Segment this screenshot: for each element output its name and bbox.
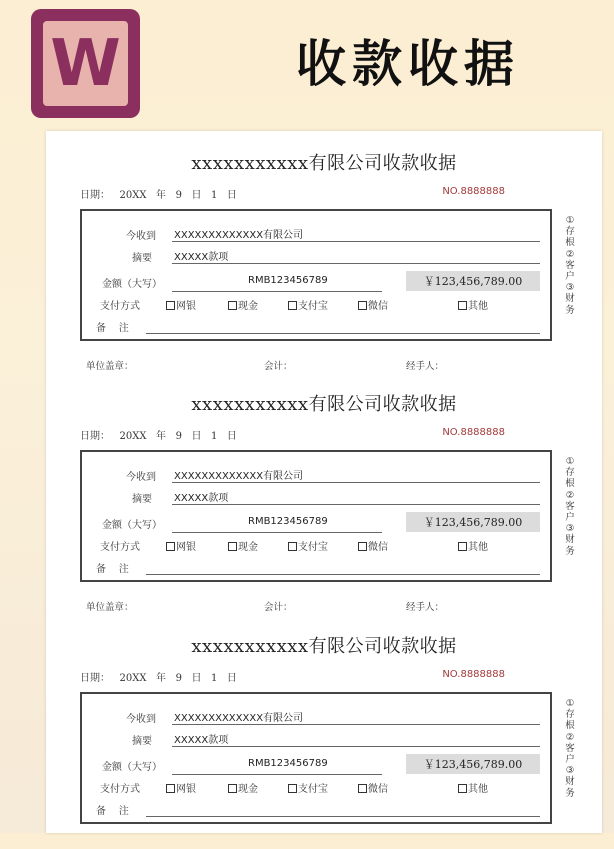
payment-option-alipay[interactable]: 支付宝 — [288, 297, 328, 312]
copy-designation: ① 存 根 ② 客 户 ③ 财 务 — [565, 456, 575, 557]
checkbox-icon — [228, 301, 237, 310]
receipt-date: 日期： 20XX 年 9 日 1 日 — [80, 190, 237, 201]
payment-option-online-banking[interactable]: 网银 — [166, 780, 196, 795]
payment-option-wechat[interactable]: 微信 — [358, 538, 388, 553]
amount-words-value[interactable]: RMB123456789 — [248, 758, 328, 769]
receipt-title: xxxxxxxxxxx有限公司收款收据 — [191, 394, 457, 415]
payment-method-label: 支付方式 — [100, 301, 140, 312]
payment-option-alipay[interactable]: 支付宝 — [288, 780, 328, 795]
payment-option-wechat[interactable]: 微信 — [358, 297, 388, 312]
amount-words-line — [172, 774, 382, 775]
payment-option-other[interactable]: 其他 — [458, 297, 488, 312]
amount-number-field[interactable]: ￥123,456,789.00 — [406, 271, 540, 291]
received-from-value[interactable]: XXXXXXXXXXXXX有限公司 — [174, 713, 304, 724]
amount-words-label: 金额（大写） — [102, 279, 162, 290]
summary-line — [172, 504, 540, 505]
remarks-line — [146, 333, 540, 334]
checkbox-icon — [166, 542, 175, 551]
handler-label: 经手人： — [406, 602, 445, 613]
checkbox-icon — [166, 301, 175, 310]
checkbox-icon — [288, 784, 297, 793]
payment-option-online-banking[interactable]: 网银 — [166, 297, 196, 312]
checkbox-icon — [358, 301, 367, 310]
receipt-date: 日期： 20XX 年 9 日 1 日 — [80, 673, 237, 684]
checkbox-icon — [458, 542, 467, 551]
checkbox-icon — [228, 542, 237, 551]
amount-words-line — [172, 291, 382, 292]
word-app-logo — [31, 9, 140, 118]
payment-option-other[interactable]: 其他 — [458, 538, 488, 553]
payment-option-cash[interactable]: 现金 — [228, 297, 258, 312]
checkbox-icon — [358, 542, 367, 551]
checkbox-icon — [166, 784, 175, 793]
amount-words-line — [172, 532, 382, 533]
receipt-form — [46, 372, 602, 613]
received-from-label: 今收到 — [126, 231, 156, 242]
payment-option-online-banking[interactable]: 网银 — [166, 538, 196, 553]
amount-words-label: 金额（大写） — [102, 520, 162, 531]
payment-option-cash[interactable]: 现金 — [228, 780, 258, 795]
remarks-label: 备 注 — [96, 323, 129, 334]
receipt-form — [46, 614, 602, 849]
seal-label: 单位盖章： — [86, 602, 134, 613]
summary-line — [172, 746, 540, 747]
receipt-number: NO.8888888 — [442, 186, 505, 197]
receipt-title: xxxxxxxxxxx有限公司收款收据 — [191, 636, 457, 657]
summary-label: 摘要 — [132, 253, 152, 264]
banner-title: 收款收据 — [296, 35, 520, 93]
payment-method-label: 支付方式 — [100, 784, 140, 795]
checkbox-icon — [228, 784, 237, 793]
copy-designation: ① 存 根 ② 客 户 ③ 财 务 — [565, 215, 575, 316]
accountant-label: 会计： — [264, 602, 293, 613]
summary-value[interactable]: XXXXX款项 — [174, 252, 229, 263]
remarks-label: 备 注 — [96, 806, 129, 817]
received-from-value[interactable]: XXXXXXXXXXXXX有限公司 — [174, 230, 304, 241]
word-logo-letter: W — [43, 21, 128, 106]
received-from-line — [172, 724, 540, 725]
checkbox-icon — [358, 784, 367, 793]
received-from-value[interactable]: XXXXXXXXXXXXX有限公司 — [174, 471, 304, 482]
handler-label: 经手人： — [406, 361, 445, 372]
receipt-number: NO.8888888 — [442, 427, 505, 438]
receipt-form — [46, 131, 602, 372]
summary-value[interactable]: XXXXX款项 — [174, 735, 229, 746]
received-from-line — [172, 482, 540, 483]
receipt-number: NO.8888888 — [442, 669, 505, 680]
summary-label: 摘要 — [132, 494, 152, 505]
remarks-line — [146, 816, 540, 817]
remarks-label: 备 注 — [96, 564, 129, 575]
receipt-title: xxxxxxxxxxx有限公司收款收据 — [191, 153, 457, 174]
payment-method-label: 支付方式 — [100, 542, 140, 553]
payment-option-alipay[interactable]: 支付宝 — [288, 538, 328, 553]
checkbox-icon — [288, 542, 297, 551]
payment-option-other[interactable]: 其他 — [458, 780, 488, 795]
copy-designation: ① 存 根 ② 客 户 ③ 财 务 — [565, 698, 575, 799]
receipt-date: 日期： 20XX 年 9 日 1 日 — [80, 431, 237, 442]
seal-label: 单位盖章： — [86, 361, 134, 372]
payment-option-wechat[interactable]: 微信 — [358, 780, 388, 795]
checkbox-icon — [458, 301, 467, 310]
payment-option-cash[interactable]: 现金 — [228, 538, 258, 553]
receipt-document — [46, 131, 602, 833]
summary-label: 摘要 — [132, 736, 152, 747]
received-from-label: 今收到 — [126, 472, 156, 483]
receipt-body-box — [80, 209, 552, 341]
received-from-label: 今收到 — [126, 714, 156, 725]
remarks-line — [146, 574, 540, 575]
receipt-body-box — [80, 692, 552, 824]
receipt-body-box — [80, 450, 552, 582]
summary-value[interactable]: XXXXX款项 — [174, 493, 229, 504]
amount-words-label: 金额（大写） — [102, 762, 162, 773]
amount-words-value[interactable]: RMB123456789 — [248, 275, 328, 286]
checkbox-icon — [288, 301, 297, 310]
amount-number-field[interactable]: ￥123,456,789.00 — [406, 754, 540, 774]
received-from-line — [172, 241, 540, 242]
amount-number-field[interactable]: ￥123,456,789.00 — [406, 512, 540, 532]
accountant-label: 会计： — [264, 361, 293, 372]
checkbox-icon — [458, 784, 467, 793]
amount-words-value[interactable]: RMB123456789 — [248, 516, 328, 527]
summary-line — [172, 263, 540, 264]
